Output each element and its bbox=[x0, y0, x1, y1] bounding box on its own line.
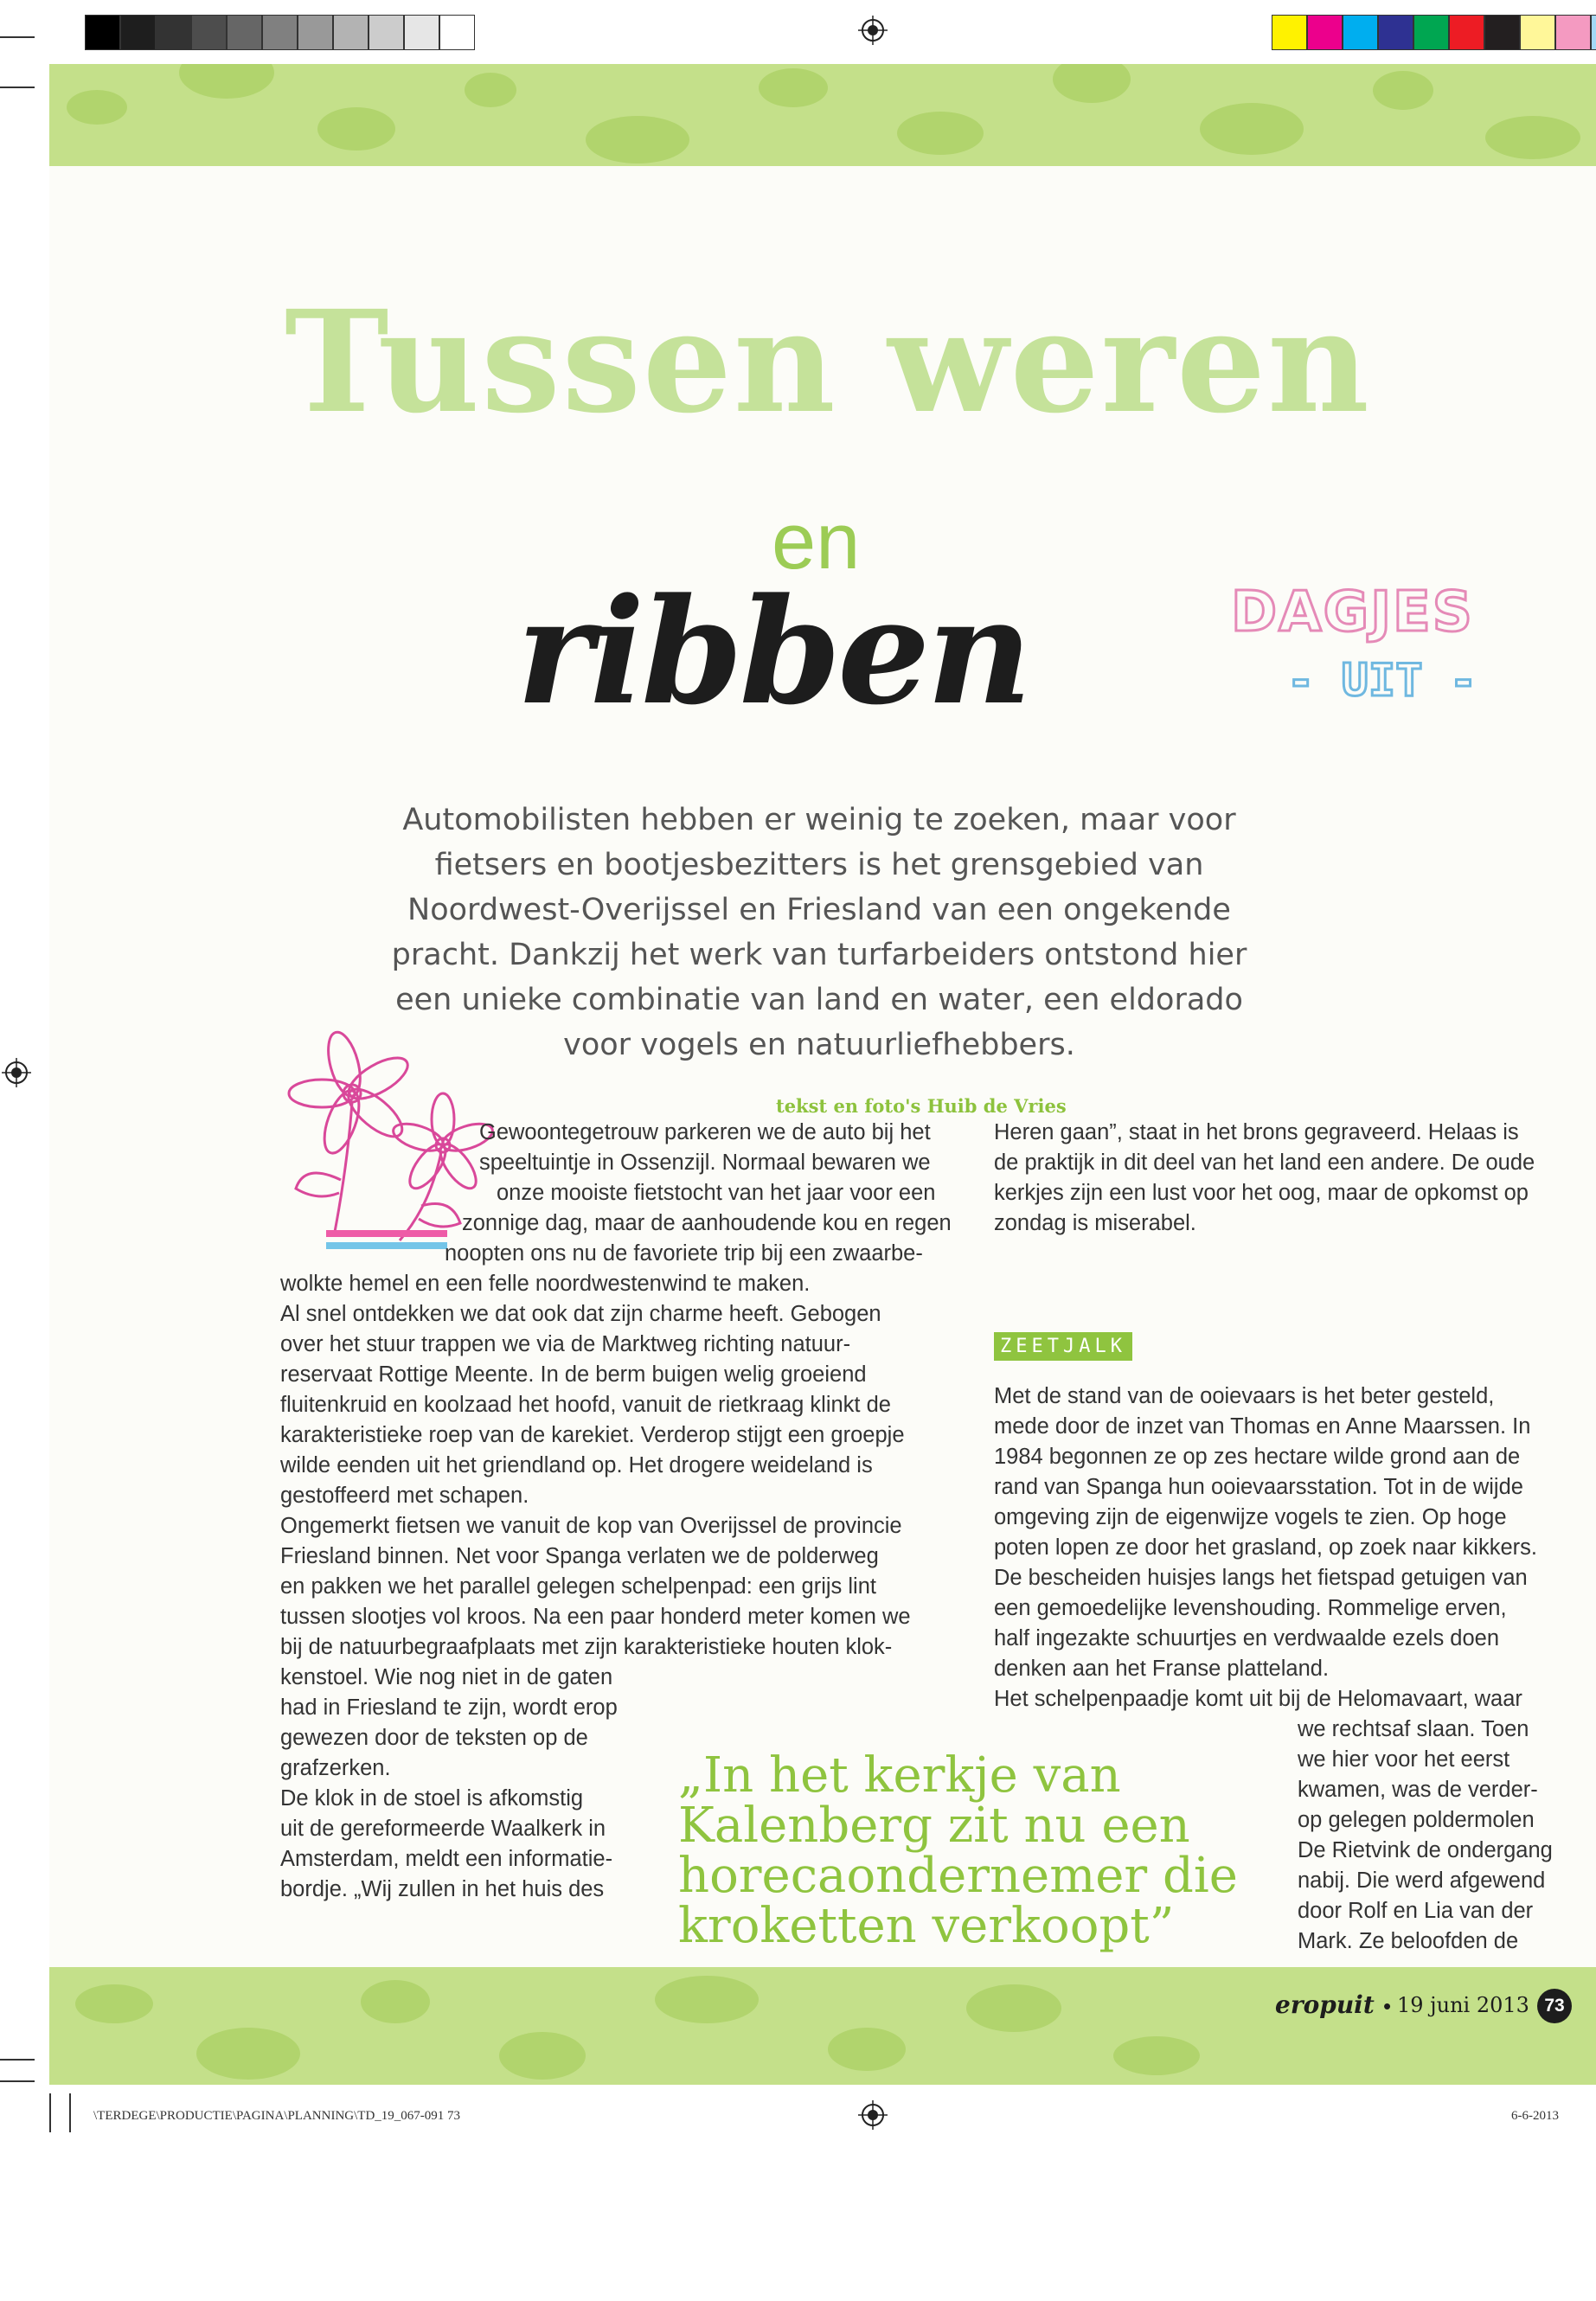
top-decorative-band bbox=[49, 64, 1596, 166]
article-right-top bbox=[994, 1118, 1535, 1239]
article-line: onze mooiste fietstocht van het jaar voor een bbox=[497, 1181, 936, 1205]
production-date: 6-6-2013 bbox=[1511, 2109, 1559, 2123]
article-line: De klok in de stoel is afkomstig bbox=[280, 1786, 584, 1811]
article-line: Al snel ontdekken we dat ook dat zijn charme heeft. Gebogen bbox=[280, 1302, 881, 1326]
article-line: gestoffeerd met schapen. bbox=[280, 1484, 529, 1508]
magazine-page bbox=[49, 64, 1596, 2085]
article-line: de praktijk in dit deel van het land een andere. De oude bbox=[994, 1150, 1535, 1175]
article-line: Friesland binnen. Net voor Spanga verlaten we de polderweg bbox=[280, 1544, 879, 1568]
article-line: Ongemerkt fietsen we vanuit de kop van Overijssel de provincie bbox=[280, 1514, 902, 1538]
article-line: tussen slootjes vol kroos. Na een paar honderd meter komen we bbox=[280, 1605, 911, 1629]
registration-mark-icon bbox=[2, 1058, 31, 1087]
bottom-decorative-band bbox=[49, 1967, 1596, 2085]
article-right-body bbox=[994, 1381, 1537, 1715]
article-line: 1984 begonnen ze op zes hectare wilde grond aan de bbox=[994, 1445, 1521, 1469]
uit-logo-text: - UIT - bbox=[1287, 655, 1477, 707]
article-line: reservaat Rottige Meente. In de berm buigen welig groeiend bbox=[280, 1362, 867, 1387]
article-line: grafzerken. bbox=[280, 1756, 391, 1780]
article-line: Amsterdam, meldt een informatie- bbox=[280, 1847, 613, 1871]
issue-date: 19 juni 2013 bbox=[1397, 1993, 1529, 2017]
article-right-narrow bbox=[1298, 1715, 1553, 1957]
article-line: bordje. „Wij zullen in het huis des bbox=[280, 1877, 605, 1901]
headline-line-1: Tussen weren bbox=[285, 280, 1371, 445]
article-line: noopten ons nu de favoriete trip bij een zwaarbe- bbox=[445, 1241, 923, 1266]
article-line: bij de natuurbegraafplaats met zijn karakteristieke houten klok- bbox=[280, 1635, 893, 1659]
article-line: Gewoontegetrouw parkeren we de auto bij het bbox=[479, 1120, 931, 1144]
article-line: poten lopen ze door het grasland, op zoek naar kikkers. bbox=[994, 1535, 1537, 1560]
article-left-wrap bbox=[445, 1118, 952, 1269]
article-line: kwamen, was de verder- bbox=[1298, 1778, 1538, 1802]
article-line: mede door de inzet van Thomas en Anne Maarssen. In bbox=[994, 1414, 1531, 1439]
dagjes-uit-logo bbox=[1222, 557, 1516, 730]
article-line: we hier voor het eerst bbox=[1298, 1747, 1510, 1772]
article-line: wilde eenden uit het griendland op. Het drogere weideland is bbox=[280, 1453, 873, 1477]
grayscale-calibration-bar bbox=[85, 15, 475, 50]
footer-separator: • bbox=[1383, 1993, 1392, 2019]
article-line: wolkte hemel en een felle noordwestenwind te maken. bbox=[280, 1272, 811, 1296]
article-line: door Rolf en Lia van der bbox=[1298, 1899, 1534, 1923]
pull-quote-line: horecaondernemer die bbox=[678, 1848, 1238, 1904]
article-line: denken aan het Franse platteland. bbox=[994, 1657, 1330, 1681]
pull-quote-line: „In het kerkje van bbox=[678, 1747, 1121, 1804]
pull-quote-line: Kalenberg zit nu een bbox=[678, 1798, 1190, 1854]
article-line: kenstoel. Wie nog niet in de gaten bbox=[280, 1665, 613, 1689]
registration-mark-icon bbox=[858, 2100, 888, 2130]
article-line: uit de gereformeerde Waalkerk in bbox=[280, 1817, 606, 1841]
article-line: rand van Spanga hun ooievaarsstation. Tot in de wijde bbox=[994, 1475, 1523, 1499]
color-calibration-bar bbox=[1272, 15, 1596, 50]
article-line: kerkjes zijn een lust voor het oog, maar de opkomst op bbox=[994, 1181, 1529, 1205]
article-line: Het schelpenpaadje komt uit bij de Helomavaart, waar bbox=[994, 1687, 1522, 1711]
section-subheading: ZEETJALK bbox=[994, 1332, 1132, 1361]
magazine-logo: eropuit bbox=[1275, 1990, 1375, 2019]
headline-line-2: ribben bbox=[516, 566, 1029, 737]
article-line: over het stuur trappen we via de Marktweg richting natuur- bbox=[280, 1332, 851, 1356]
article-line: karakteristieke roep van de karekiet. Verderop stijgt een groepje bbox=[280, 1423, 905, 1447]
article-line: gewezen door de teksten op de bbox=[280, 1726, 588, 1750]
article-line: omgeving zijn de eigenwijze vogels te zien. Op hoge bbox=[994, 1505, 1507, 1529]
dagjes-logo-text: DAGJES bbox=[1231, 580, 1474, 644]
article-line: fluitenkruid en koolzaad het hoofd, vanuit de rietkraag klinkt de bbox=[280, 1393, 891, 1417]
article-line: De bescheiden huisjes langs het fietspad getuigen van bbox=[994, 1566, 1528, 1590]
author-credit: tekst en foto's Huib de Vries bbox=[776, 1095, 1067, 1117]
article-line: Mark. Ze beloofden de bbox=[1298, 1929, 1519, 1953]
article-line: en pakken we het parallel gelegen schelpenpad: een grijs lint bbox=[280, 1574, 876, 1599]
article-line: zonnige dag, maar de aanhoudende kou en regen bbox=[462, 1211, 952, 1235]
article-line: nabij. Die werd afgewend bbox=[1298, 1868, 1546, 1893]
article-line: zondag is miserabel. bbox=[994, 1211, 1196, 1235]
pull-quote-line: kroketten verkoopt” bbox=[678, 1898, 1175, 1954]
headline-connector: en bbox=[772, 497, 861, 586]
page-number-badge: 73 bbox=[1537, 1989, 1572, 2023]
article-line: half ingezakte schuurtjes en verdwaalde ezels doen bbox=[994, 1626, 1500, 1650]
article-line: Heren gaan”, staat in het brons gegraveerd. Helaas is bbox=[994, 1120, 1519, 1144]
production-slug: \TERDEGE\PRODUCTIE\PAGINA\PLANNING\TD_19_067-091 73 bbox=[93, 2109, 461, 2123]
article-line: De Rietvink de ondergang bbox=[1298, 1838, 1553, 1862]
article-line: op gelegen poldermolen bbox=[1298, 1808, 1535, 1832]
article-line: we rechtsaf slaan. Toen bbox=[1298, 1717, 1529, 1741]
article-line: Met de stand van de ooievaars is het beter gesteld, bbox=[994, 1384, 1495, 1408]
article-line: had in Friesland te zijn, wordt erop bbox=[280, 1695, 618, 1720]
article-line: speeltuintje in Ossenzijl. Normaal bewaren we bbox=[479, 1150, 931, 1175]
registration-mark-icon bbox=[858, 16, 888, 45]
intro-lead: Automobilisten hebben er weinig te zoeken, maar voor fietsers en bootjesbezitters is het grensgebied van Noordwest-Overijssel en Friesland van een ongekende pracht. Dankzij het werk van turfarbeiders ontstond hier een unieke combinatie van land en water, een eldorado voor vogels en natuurliefhebbers. bbox=[391, 803, 1247, 1062]
article-line: een gemoedelijke levenshouding. Rommelige erven, bbox=[994, 1596, 1507, 1620]
pull-quote bbox=[678, 1747, 1238, 1954]
